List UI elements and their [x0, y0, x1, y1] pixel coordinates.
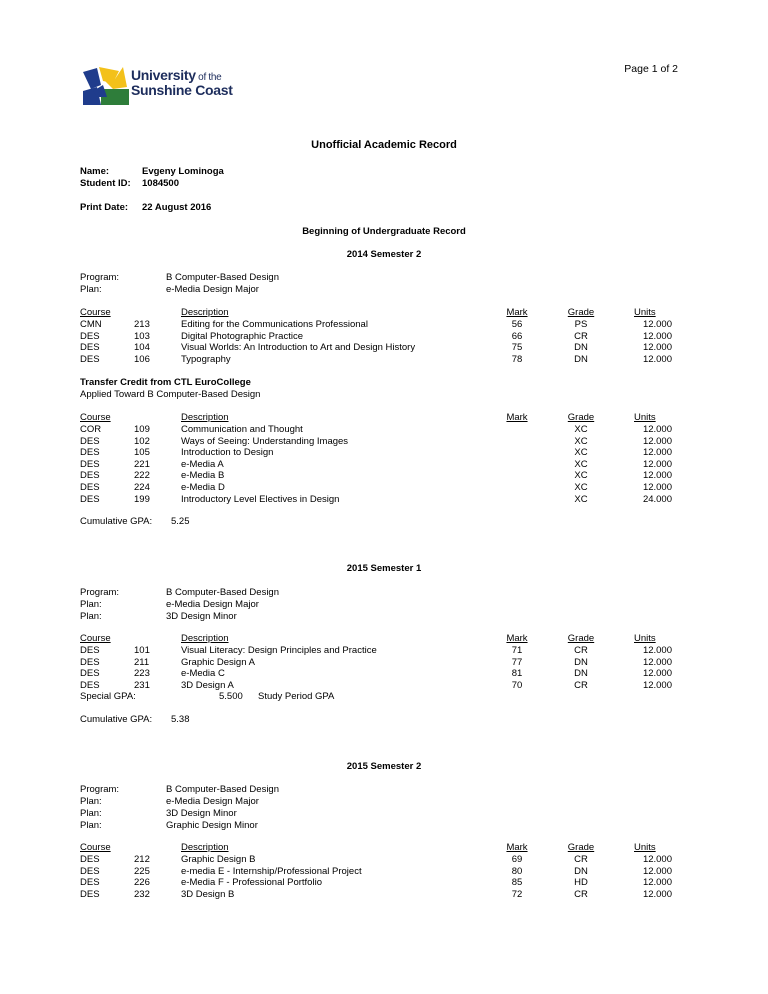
course-number: 101	[134, 645, 150, 656]
course-number: 211	[134, 656, 150, 668]
column-units: Units	[634, 307, 656, 318]
cumulative-gpa-label: Cumulative GPA:	[80, 516, 153, 527]
course-subject: COR	[80, 424, 102, 435]
course-grade: HD	[574, 877, 588, 889]
special-gpa-note: Study Period GPA	[258, 691, 335, 702]
table-row	[0, 342, 768, 354]
column-mark: Mark	[506, 633, 528, 644]
course-subject: DES	[80, 435, 100, 447]
logo-ofthe-text: of the	[195, 72, 222, 83]
column-grade: Grade	[567, 842, 595, 853]
course-description: Visual Worlds: An Introduction to Art and Design History	[181, 342, 416, 354]
course-subject: DES	[80, 679, 100, 691]
plan-label: Plan:	[80, 599, 102, 610]
plan-value: 3D Design Minor	[166, 611, 237, 622]
table-row	[0, 854, 768, 866]
course-description: Introductory Level Electives in Design	[181, 493, 340, 505]
column-description: Description	[181, 307, 229, 318]
plan-label: Plan:	[80, 284, 102, 295]
plan-label: Plan:	[80, 796, 102, 807]
course-grade: DN	[574, 656, 588, 668]
semester-title: 2015 Semester 1	[346, 563, 422, 574]
plan-label: Plan:	[80, 820, 102, 831]
plan-label: Plan:	[80, 808, 102, 819]
course-grade: CR	[574, 888, 588, 900]
plan-value: 3D Design Minor	[166, 808, 237, 819]
table-row	[0, 668, 768, 680]
course-number: 221	[134, 458, 150, 470]
table-row	[0, 889, 768, 901]
course-units: 12.000	[642, 854, 672, 865]
course-number: 103	[134, 330, 150, 342]
column-grade: Grade	[567, 633, 595, 644]
course-subject: DES	[80, 865, 100, 877]
course-mark: 78	[511, 353, 523, 365]
course-grade: XC	[574, 470, 588, 482]
course-number: 224	[134, 482, 150, 493]
program-label: Program:	[80, 272, 120, 283]
course-grade: XC	[574, 458, 588, 470]
course-subject: DES	[80, 447, 100, 459]
course-description: Visual Literacy: Design Principles and Practice	[181, 645, 377, 656]
program-value: B Computer-Based Design	[166, 784, 279, 795]
column-course: Course	[80, 842, 111, 853]
student-id-value: 1084500	[142, 178, 179, 189]
table-header	[0, 633, 768, 645]
course-number: 231	[134, 679, 150, 691]
course-mark: 71	[511, 645, 523, 656]
semester-title: 2014 Semester 2	[346, 249, 422, 260]
course-number: 105	[134, 447, 150, 459]
course-number: 104	[134, 342, 150, 354]
course-subject: CMN	[80, 319, 102, 330]
logo-emblem-icon	[83, 67, 129, 105]
course-units: 12.000	[642, 656, 672, 668]
column-description: Description	[181, 412, 229, 423]
course-grade: XC	[574, 493, 588, 505]
cumulative-gpa-value: 5.25	[171, 516, 190, 527]
column-units: Units	[634, 412, 656, 423]
document-title: Unofficial Academic Record	[311, 139, 457, 151]
course-number: 225	[134, 865, 150, 877]
table-header	[0, 842, 768, 854]
column-mark: Mark	[506, 412, 528, 423]
page-number: Page 1 of 2	[624, 63, 678, 75]
course-mark: 81	[511, 668, 523, 680]
course-mark: 66	[511, 330, 523, 342]
table-row	[0, 657, 768, 669]
course-subject: DES	[80, 482, 100, 493]
column-description: Description	[181, 633, 229, 644]
logo-sunshine-coast-text: Sunshine Coast	[131, 82, 233, 98]
course-number: 213	[134, 319, 150, 330]
column-course: Course	[80, 412, 111, 423]
course-description: Graphic Design B	[181, 854, 256, 865]
course-subject: DES	[80, 342, 100, 354]
course-subject: DES	[80, 854, 100, 865]
course-subject: DES	[80, 877, 100, 889]
course-units: 12.000	[642, 447, 672, 459]
course-description: Communication and Thought	[181, 424, 303, 435]
table-row	[0, 424, 768, 436]
column-grade: Grade	[567, 307, 595, 318]
column-grade: Grade	[567, 412, 595, 423]
course-grade: DN	[574, 668, 588, 680]
plan-label: Plan:	[80, 611, 102, 622]
course-description: e-Media C	[181, 668, 225, 680]
print-date-label: Print Date:	[80, 202, 129, 213]
course-subject: DES	[80, 353, 100, 365]
transfer-credit-subtitle: Applied Toward B Computer-Based Design	[80, 389, 261, 400]
course-units: 12.000	[642, 330, 672, 342]
course-grade: CR	[574, 645, 588, 656]
name-value: Evgeny Lominoga	[142, 166, 224, 177]
course-units: 12.000	[642, 319, 672, 330]
course-subject: DES	[80, 330, 100, 342]
course-description: e-media E - Internship/Professional Project	[181, 865, 362, 877]
course-grade: PS	[574, 319, 588, 330]
table-row	[0, 877, 768, 889]
table-row	[0, 470, 768, 482]
print-date-value: 22 August 2016	[142, 202, 212, 213]
course-number: 106	[134, 353, 150, 365]
column-units: Units	[634, 633, 656, 644]
program-value: B Computer-Based Design	[166, 272, 279, 283]
course-subject: DES	[80, 888, 100, 900]
course-description: Editing for the Communications Professional	[181, 319, 368, 330]
course-grade: CR	[574, 330, 588, 342]
course-units: 12.000	[642, 877, 672, 889]
course-description: e-Media D	[181, 482, 225, 493]
table-header	[0, 307, 768, 319]
table-row	[0, 436, 768, 448]
record-heading: Beginning of Undergraduate Record	[302, 226, 466, 237]
course-grade: XC	[574, 482, 588, 493]
course-units: 24.000	[642, 493, 672, 505]
course-units: 12.000	[642, 342, 672, 354]
plan-value: e-Media Design Major	[166, 284, 259, 295]
table-row	[0, 494, 768, 506]
course-subject: DES	[80, 470, 100, 482]
course-subject: DES	[80, 668, 100, 680]
course-description: e-Media A	[181, 458, 224, 470]
column-description: Description	[181, 842, 229, 853]
table-row	[0, 459, 768, 471]
course-grade: DN	[574, 865, 588, 877]
course-mark: 75	[511, 342, 523, 354]
course-description: e-Media B	[181, 470, 225, 482]
table-row	[0, 331, 768, 343]
program-label: Program:	[80, 784, 120, 795]
cumulative-gpa-label: Cumulative GPA:	[80, 714, 153, 725]
course-units: 12.000	[642, 645, 672, 656]
table-row	[0, 866, 768, 878]
course-description: 3D Design B	[181, 888, 235, 900]
program-label: Program:	[80, 587, 120, 598]
course-grade: DN	[574, 353, 588, 365]
course-grade: CR	[574, 679, 588, 691]
plan-value: e-Media Design Major	[166, 599, 259, 610]
course-description: Digital Photographic Practice	[181, 330, 303, 342]
course-grade: XC	[574, 447, 588, 459]
column-mark: Mark	[506, 307, 528, 318]
course-grade: DN	[574, 342, 588, 354]
course-mark: 80	[511, 865, 523, 877]
course-description: Graphic Design A	[181, 656, 255, 668]
course-units: 12.000	[642, 424, 672, 435]
course-units: 12.000	[642, 482, 672, 493]
course-subject: DES	[80, 493, 100, 505]
course-mark: 56	[511, 319, 523, 330]
program-value: B Computer-Based Design	[166, 587, 279, 598]
course-mark: 85	[511, 877, 523, 889]
course-units: 12.000	[642, 668, 672, 680]
column-units: Units	[634, 842, 656, 853]
semester-title: 2015 Semester 2	[346, 761, 422, 772]
logo-university-text: University	[131, 67, 196, 83]
course-subject: DES	[80, 656, 100, 668]
university-logo	[83, 67, 243, 105]
course-number: 199	[134, 493, 150, 505]
course-mark: 70	[511, 679, 523, 691]
course-number: 232	[134, 888, 150, 900]
table-row	[0, 482, 768, 494]
table-header	[0, 412, 768, 424]
course-number: 226	[134, 877, 150, 889]
course-units: 12.000	[642, 458, 672, 470]
course-description: Introduction to Design	[181, 447, 274, 459]
course-grade: CR	[574, 854, 588, 865]
course-units: 12.000	[642, 888, 672, 900]
course-number: 223	[134, 668, 150, 680]
special-gpa-label: Special GPA:	[80, 691, 136, 702]
course-units: 12.000	[642, 353, 672, 365]
table-row	[0, 447, 768, 459]
course-description: Typography	[181, 353, 231, 365]
table-row	[0, 680, 768, 692]
course-subject: DES	[80, 458, 100, 470]
plan-value: e-Media Design Major	[166, 796, 259, 807]
course-mark: 69	[511, 854, 523, 865]
course-number: 222	[134, 470, 150, 482]
plan-value: Graphic Design Minor	[166, 820, 258, 831]
table-row	[0, 645, 768, 657]
student-id-label: Student ID:	[80, 178, 131, 189]
course-number: 212	[134, 854, 150, 865]
course-grade: XC	[574, 435, 588, 447]
course-units: 12.000	[642, 435, 672, 447]
course-units: 12.000	[642, 679, 672, 691]
column-mark: Mark	[506, 842, 528, 853]
column-course: Course	[80, 633, 111, 644]
course-units: 12.000	[642, 470, 672, 482]
course-mark: 77	[511, 656, 523, 668]
course-number: 102	[134, 435, 150, 447]
course-subject: DES	[80, 645, 100, 656]
cumulative-gpa-value: 5.38	[171, 714, 190, 725]
table-row	[0, 319, 768, 331]
course-number: 109	[134, 424, 150, 435]
course-mark: 72	[511, 888, 523, 900]
name-label: Name:	[80, 166, 110, 177]
column-course: Course	[80, 307, 111, 318]
course-description: Ways of Seeing: Understanding Images	[181, 435, 349, 447]
course-description: e-Media F - Professional Portfolio	[181, 877, 322, 889]
course-description: 3D Design A	[181, 679, 234, 691]
transfer-credit-title: Transfer Credit from CTL EuroCollege	[80, 377, 251, 388]
course-units: 12.000	[642, 865, 672, 877]
table-row	[0, 354, 768, 366]
special-gpa-value: 5.500	[219, 691, 243, 702]
course-grade: XC	[574, 424, 588, 435]
